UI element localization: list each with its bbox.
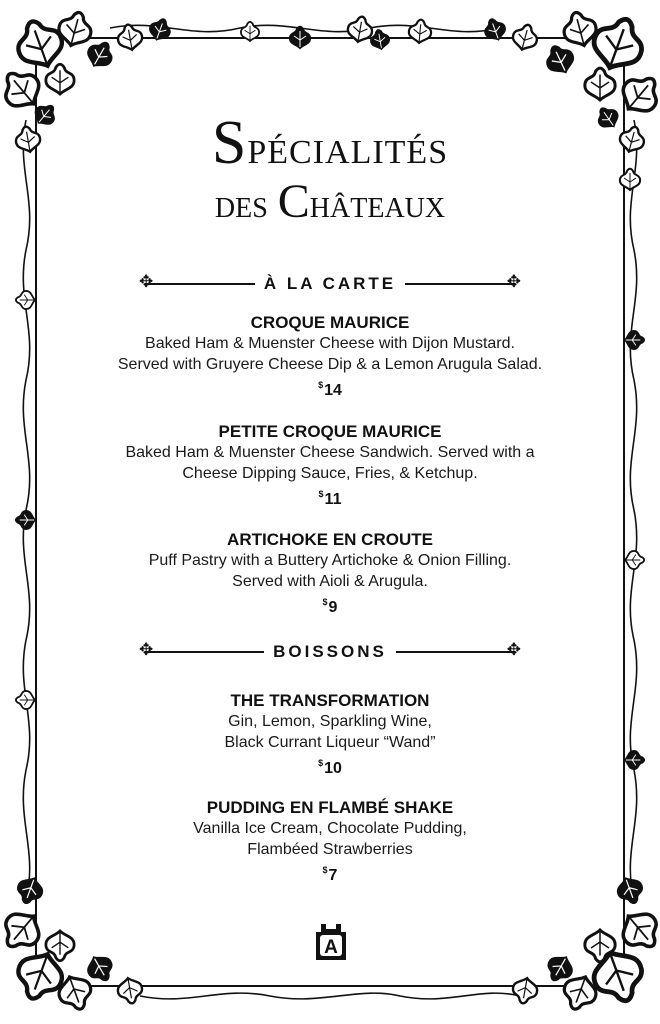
menu-item-croque-maurice <box>60 312 600 401</box>
item-description: Baked Ham & Muenster Cheese with Dijon Mustard. Served with Gruyere Cheese Dip & a Lemon Arugula Salad. <box>117 335 543 373</box>
ivy-leaf-icon <box>625 331 644 349</box>
menu-item-artichoke-en-croute <box>60 529 600 618</box>
section-heading-label: BOISSONS <box>273 642 387 661</box>
castle-a-logo-icon <box>312 920 350 964</box>
ivy-leaf-icon <box>408 19 432 44</box>
ivy-leaf-icon <box>84 37 118 71</box>
ivy-leaf-icon <box>542 41 577 77</box>
item-price: $14 <box>318 380 342 399</box>
ivy-leaf-icon <box>290 27 310 48</box>
ivy-leaf-icon <box>615 905 660 958</box>
item-name: PETITE CROQUE MAURICE <box>218 422 442 441</box>
item-description: Gin, Lemon, Sparkling Wine, Black Currant Liqueur “Wand” <box>224 713 436 751</box>
menu-title <box>0 109 660 228</box>
item-price: $7 <box>322 865 338 884</box>
ivy-leaf-icon <box>14 875 45 907</box>
ivy-leaf-icon <box>0 905 47 958</box>
item-name: PUDDING EN FLAMBÉ SHAKE <box>206 798 454 817</box>
ivy-leaf-icon <box>511 976 539 1005</box>
section-heading-a-la-carte <box>145 272 515 296</box>
title-line-2: des Châteaux <box>214 175 446 228</box>
menu-item-the-transformation <box>60 690 600 779</box>
ivy-leaf-icon <box>16 291 35 309</box>
ivy-leaf-icon <box>587 11 650 75</box>
ivy-leaf-icon <box>84 952 118 986</box>
section-heading-label: À LA CARTE <box>263 274 397 293</box>
ornament-left-icon <box>145 283 255 285</box>
item-description: Vanilla Ice Cream, Chocolate Pudding, Flambéed Strawberries <box>193 820 467 858</box>
item-price: $9 <box>322 597 338 616</box>
menu-item-pudding-en-flambe-shake <box>60 797 600 886</box>
item-description: Puff Pastry with a Buttery Artichoke & Onion Filling. Served with Aioli & Arugula. <box>148 552 512 590</box>
svg-text:A: A <box>324 937 338 958</box>
ivy-leaf-icon <box>585 68 615 100</box>
item-description: Baked Ham & Muenster Cheese Sandwich. Served with a Cheese Dipping Sauce, Fries, & Ketchup. <box>125 444 535 482</box>
ivy-leaf-icon <box>510 22 540 53</box>
title-line-1: Spécialités <box>211 109 449 177</box>
section-heading-boissons <box>145 640 515 664</box>
ivy-leaf-icon <box>615 875 646 907</box>
ivy-leaf-icon <box>625 551 644 569</box>
menu-item-petite-croque-maurice <box>60 421 600 510</box>
ivy-leaf-icon <box>46 64 74 94</box>
item-name: CROQUE MAURICE <box>250 313 410 332</box>
ivy-leaf-icon <box>116 976 144 1005</box>
ornament-left-icon <box>145 651 264 653</box>
item-name: ARTICHOKE EN CROUTE <box>227 530 433 549</box>
ornament-right-icon <box>405 283 515 285</box>
ornament-right-icon <box>396 651 515 653</box>
item-name: THE TRANSFORMATION <box>230 691 430 710</box>
item-price: $11 <box>318 489 342 508</box>
ivy-leaf-icon <box>625 751 644 769</box>
ivy-leaf-icon <box>16 691 35 709</box>
ivy-leaf-icon <box>346 15 374 44</box>
ivy-leaf-icon <box>16 511 35 529</box>
item-price: $10 <box>318 758 342 777</box>
